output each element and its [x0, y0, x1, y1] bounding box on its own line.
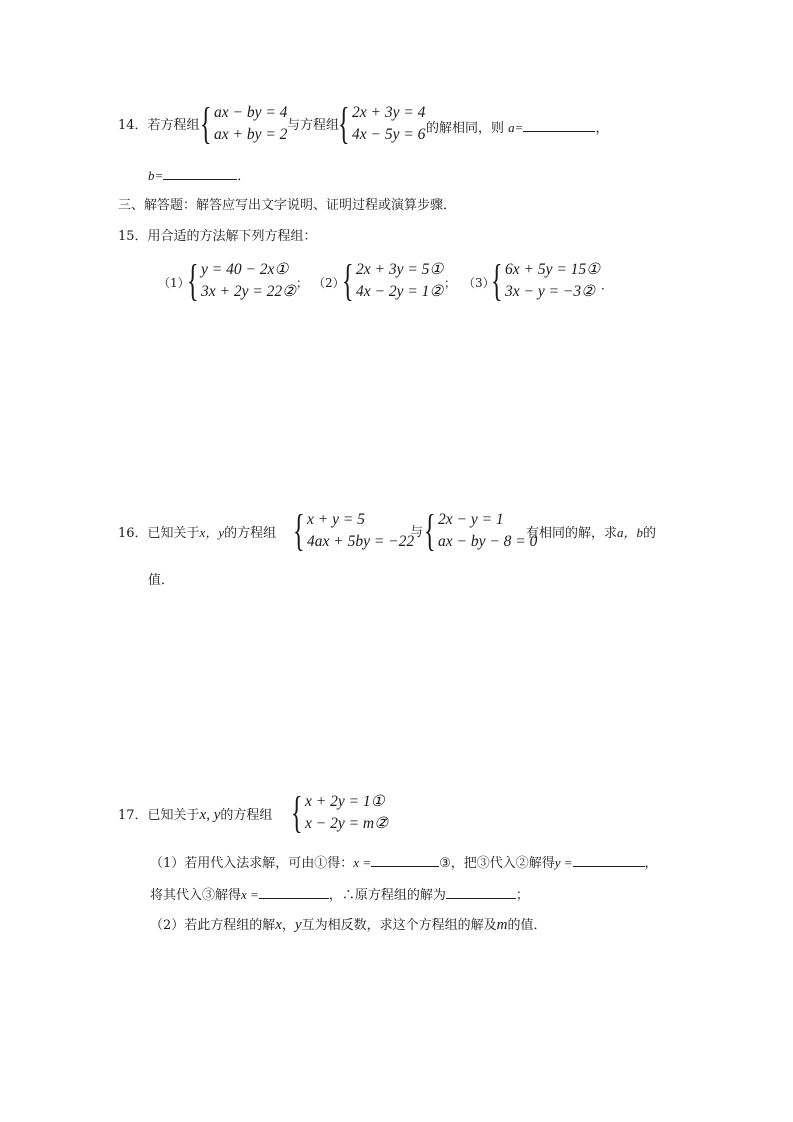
q17-p2-sep: ， [281, 918, 295, 933]
answer-blank-b[interactable] [163, 165, 237, 180]
q15-system-2 [342, 256, 444, 305]
equation: x − 2y = m② [305, 815, 389, 832]
x-eq-2: x = [241, 887, 259, 902]
comma: ， [595, 121, 609, 136]
equation: y = 40 − 2x① [201, 261, 289, 278]
q14-b-line [148, 165, 250, 186]
equation: ax + by = 2 [214, 126, 288, 143]
q17-p1-text-a: （1）若用代入法求解，可由①得： [150, 856, 354, 871]
q16-text-2: 的方程组 [224, 526, 277, 541]
equation: 2x − y = 1 [438, 511, 504, 528]
q17-p1-text-c: 将其代入③解得 [150, 888, 242, 903]
equation: 3x − y = −3② [505, 283, 596, 300]
q16-intro [118, 524, 276, 543]
brace-icon: { [491, 256, 503, 305]
q16-text-1: 16．已知关于 [118, 526, 200, 541]
brace-icon: { [291, 788, 303, 837]
q17-p2-text-c: 的值． [507, 918, 547, 933]
q15-part3-label: （3） [463, 276, 495, 290]
separator: ； [444, 276, 457, 290]
comma: ， [644, 856, 658, 871]
q16-mid: 与 [410, 525, 424, 540]
equation: 3x + 2y = 22② [201, 283, 297, 300]
q16-line-2: 值． [148, 573, 175, 588]
equation: x + y = 5 [307, 511, 365, 528]
answer-blank-a[interactable] [523, 117, 595, 132]
y-eq: y = [554, 855, 573, 870]
equation: 4ax + 5by = −22 [307, 533, 415, 550]
q16-ab: a，b [617, 525, 644, 540]
q17-p1-text-d: ，∴原方程组的解为 [328, 888, 446, 903]
brace-icon: { [424, 506, 436, 555]
q17-text-2: 的方程组 [220, 808, 273, 823]
q17-text-1: 17．已知关于 [118, 808, 200, 823]
answer-blank-x[interactable] [371, 852, 439, 867]
semicolon: ； [515, 888, 529, 903]
q17-p2-y: y [294, 917, 302, 933]
a-label: a= [508, 120, 524, 135]
equation: 6x + 5y = 15① [505, 261, 601, 278]
answer-blank-solution[interactable] [446, 884, 516, 899]
q14-number: 14．若方程组 [118, 118, 200, 133]
q15-system-1 [187, 256, 297, 305]
q15-system-3 [491, 256, 601, 305]
q17-system [291, 788, 389, 837]
q17-part2 [150, 916, 547, 935]
q16-text-4: 的 [643, 526, 657, 541]
q17-p2-text-a: （2）若此方程组的解 [150, 918, 276, 933]
q14-after-line [426, 117, 608, 138]
section-3-heading: 三、解答题：解答应写出文字说明、证明过程或演算步骤． [118, 198, 457, 213]
q14-after-text: 的解相同，则 [426, 121, 505, 136]
answer-blank-y[interactable] [573, 852, 645, 867]
b-label: b= [148, 168, 164, 183]
brace-icon: { [293, 506, 305, 555]
brace-icon: { [342, 256, 354, 305]
equation: 2x + 3y = 5① [356, 261, 444, 278]
period: ． [237, 169, 251, 184]
q15-part1-label: （1） [158, 276, 190, 290]
q16-system-2 [424, 506, 538, 555]
q17-p2-m: m [496, 917, 508, 933]
q16-text-3: 有相同的解，求 [526, 526, 618, 541]
equation: 2x + 3y = 4 [352, 104, 426, 121]
q17-vars: x, y [199, 807, 221, 823]
equation: 4x − 2y = 1② [356, 283, 444, 300]
q17-part1-line2 [150, 884, 529, 905]
q17-p1-text-b: ③，把③代入②解得 [439, 856, 555, 871]
brace-icon: { [200, 99, 212, 148]
q16-vars: x，y [199, 525, 225, 540]
brace-icon: { [338, 99, 350, 148]
x-eq: x = [353, 855, 372, 870]
q16-tail [526, 524, 656, 543]
q16-system-1 [293, 506, 415, 555]
q14-system-1 [200, 99, 288, 148]
q14-system-2 [338, 99, 426, 148]
q17-intro [118, 806, 272, 825]
q17-part1-line1 [150, 852, 658, 873]
equation: 4x − 5y = 6 [352, 126, 426, 143]
equation: x + 2y = 1① [305, 793, 385, 810]
q15-part2-label: （2） [313, 276, 345, 290]
q14-mid-text: 与方程组 [287, 118, 340, 133]
separator: ； [296, 276, 309, 290]
equation: ax − by = 4 [214, 104, 288, 121]
q17-end: ． [384, 809, 398, 824]
q17-p2-text-b: 互为相反数，求这个方程组的解及 [301, 918, 497, 933]
q15-title: 15．用合适的方法解下列方程组： [118, 229, 317, 244]
answer-blank-x2[interactable] [259, 884, 329, 899]
q17-p2-x: x [275, 917, 282, 933]
brace-icon: { [187, 256, 199, 305]
equation: ax − by − 8 = 0 [438, 533, 538, 550]
end-period: ． [601, 278, 614, 292]
